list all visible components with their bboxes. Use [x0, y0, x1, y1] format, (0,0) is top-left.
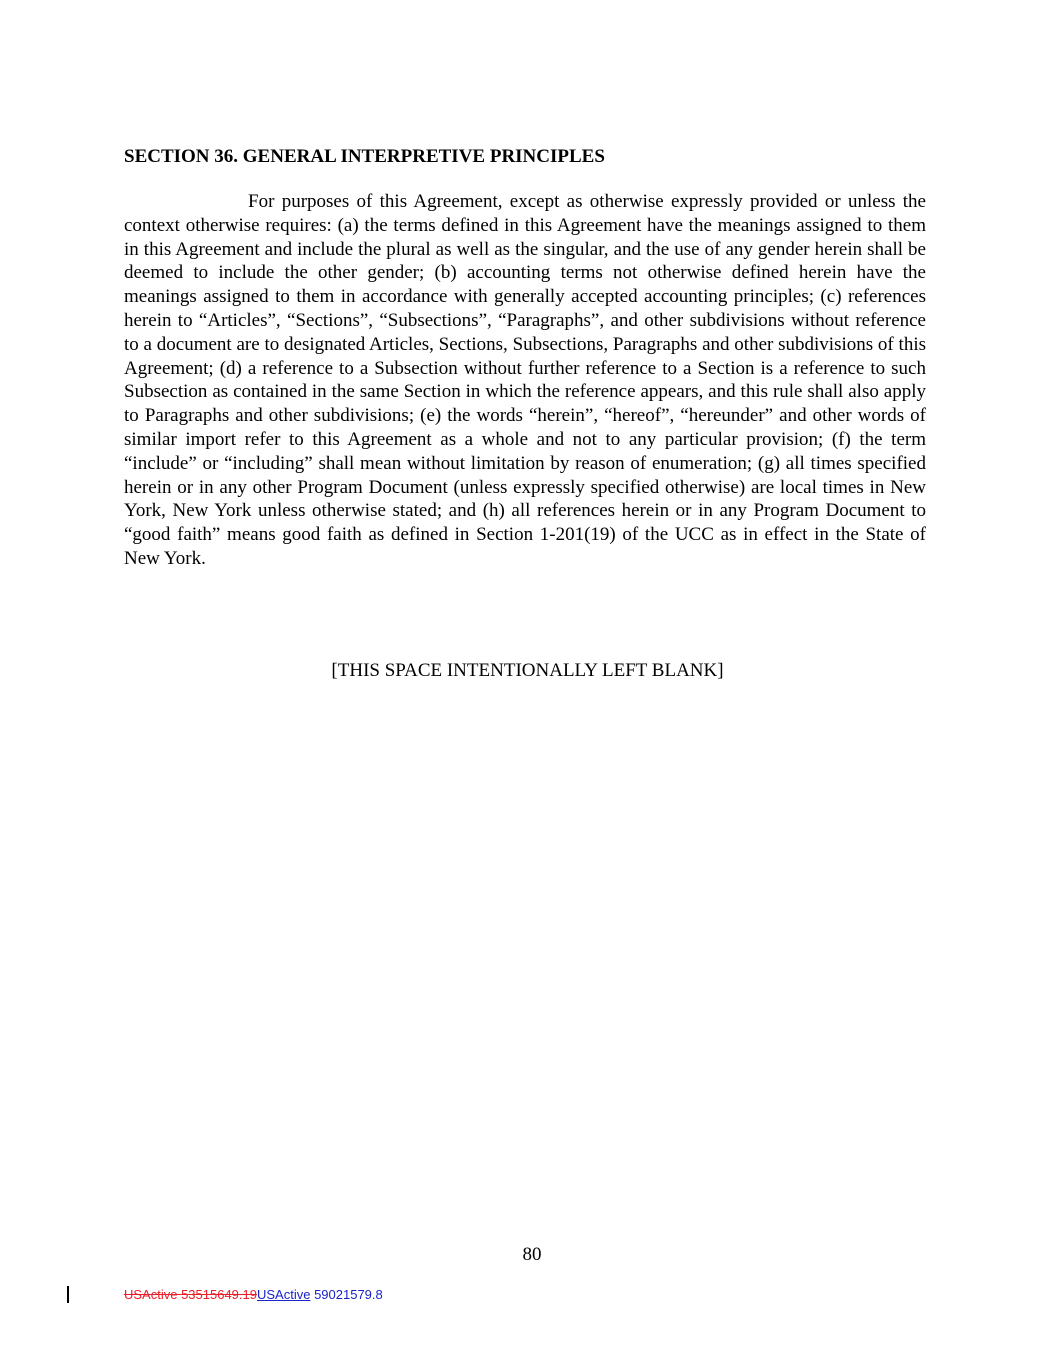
page-number: 80 [522, 1244, 542, 1265]
deleted-doc-id: USActive 53515649.19 [124, 1287, 257, 1302]
section-heading: SECTION 36. GENERAL INTERPRETIVE PRINCIPLES [124, 146, 605, 167]
document-id-footer [124, 1287, 383, 1303]
doc-id-number: 59021579.8 [310, 1287, 383, 1302]
blank-space-notice: [THIS SPACE INTENTIONALLY LEFT BLANK] [331, 660, 724, 681]
inserted-doc-id: USActive [256, 1287, 311, 1302]
section-body-paragraph: For purposes of this Agreement, except as otherwise expressly provided or unless the context otherwise requires: (a) the terms defined in this Agreement have the meanings assigned to them in this Agreement and include the plural as well as the singular, and the use of any gender herein shall be deemed to include the other gender; (b) accounting terms not otherwise defined herein have the meanings assigned to them in accordance with generally accepted accounting principles; (c) references herein to “Articles”, “Sections”, “Subsections”, “Paragraphs”, and other subdivisions without reference to a document are to designated Articles, Sections, Subsections, Paragraphs and other subdivisions of this Agreement; (d) a reference to a Subsection without further reference to a Section is a reference to such Subsection as contained in the same Section in which the reference appears, and this rule shall also apply to Paragraphs and other subdivisions; (e) the words “herein”, “hereof”, “hereunder” and other words of similar import refer to this Agreement as a whole and not to any particular provision; (f) the term “include” or “including” shall mean without limitation by reason of enumeration; (g) all times specified herein or in any other Program Document (unless expressly specified otherwise) are local times in New York, New York unless otherwise stated; and (h) all references herein or in any Program Document to “good faith” means good faith as defined in Section 1-201(19) of the UCC as in effect in the State of New York. [124, 191, 926, 569]
revision-change-bar [67, 1286, 69, 1303]
